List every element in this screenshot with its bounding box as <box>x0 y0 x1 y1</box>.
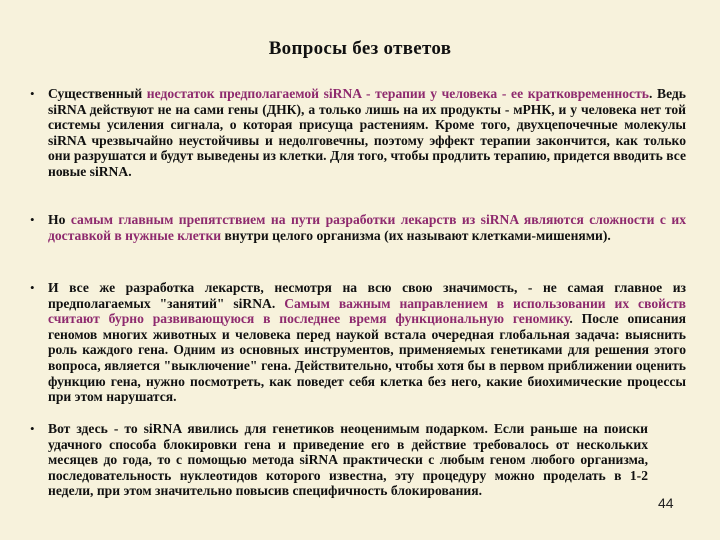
bullet-2-lead: Но <box>48 212 71 227</box>
bullet-2-rest: внутри целого организма (их называют клетками-мишенями). <box>221 227 611 243</box>
bullet-3-lead: И все же разработка лекарств, несмотря на всю свою значимость, - не самая главное из предполагаемых "занятий" siRNA. <box>48 280 686 311</box>
bullet-text-3 <box>48 280 686 405</box>
bullet-dot: • <box>30 421 35 436</box>
bullet-1-lead: Существенный <box>48 86 147 101</box>
bullet-text-1 <box>48 86 686 180</box>
bullet-1-rest: . Ведь siRNA действуют не на сами гены (ДНК), а только лишь на их продукты - мРНК, и у человека нет той системы усиления сигнала, о которая присуща растениям. Кроме того, двухцепочечные молекулы siRNA чрезвычайно неустойчивы и недолговечны, поэтому эффект терапии закончится, как только они разрушатся и будут выведены из клетки. Для того, чтобы продлить терапию, придется вводить все новые siRNA. <box>48 86 686 179</box>
bullet-text-4 <box>48 421 648 499</box>
bullet-dot: • <box>30 212 35 227</box>
bullet-1-highlight: недостаток предполагаемой siRNA - терапии у человека - ее кратковременность <box>146 86 649 101</box>
bullet-3-rest: . После описания геномов многих животных и человека перед наукой встала очередная глобальная задача: выяснить роль каждого гена. Одним из основных инструментов, применяемых генетиками для решения этого вопроса, является "выключение" гена. Действительно, чтобы хотя бы в первом приближении оценить функцию гена, нужно посмотреть, как поведет себя клетка без него, какие биохимические процессы при этом нарушатся. <box>48 311 686 405</box>
bullet-dot: • <box>30 280 35 295</box>
bullet-dot: • <box>30 86 35 101</box>
bullet-4-lead: Вот здесь - то siRNA явились для генетиков неоценимым подарком. Если раньше на поиски удачного способа блокировки гена и приведение его в действие требовалось от нескольких месяцев до года, то с помощью метода siRNA практически с любым геном любого организма, последовательность нуклеотидов которого известна, эту процедуру можно проделать в 1-2 недели, при этом значительно повысив специфичность блокирования. <box>48 421 648 499</box>
slide-title: Вопросы без ответов <box>268 38 452 59</box>
bullet-text-2 <box>48 212 686 243</box>
page-number: 44 <box>658 495 674 511</box>
bullet-3-highlight: Самым важным направлением в использовании их свойств считают бурно развивающуюся в последнее время функциональную геномику <box>48 295 687 327</box>
bullet-2-highlight: самым главным препятствием на пути разработки лекарств из siRNA являются сложности с их доставкой в нужные клетки <box>48 212 686 243</box>
